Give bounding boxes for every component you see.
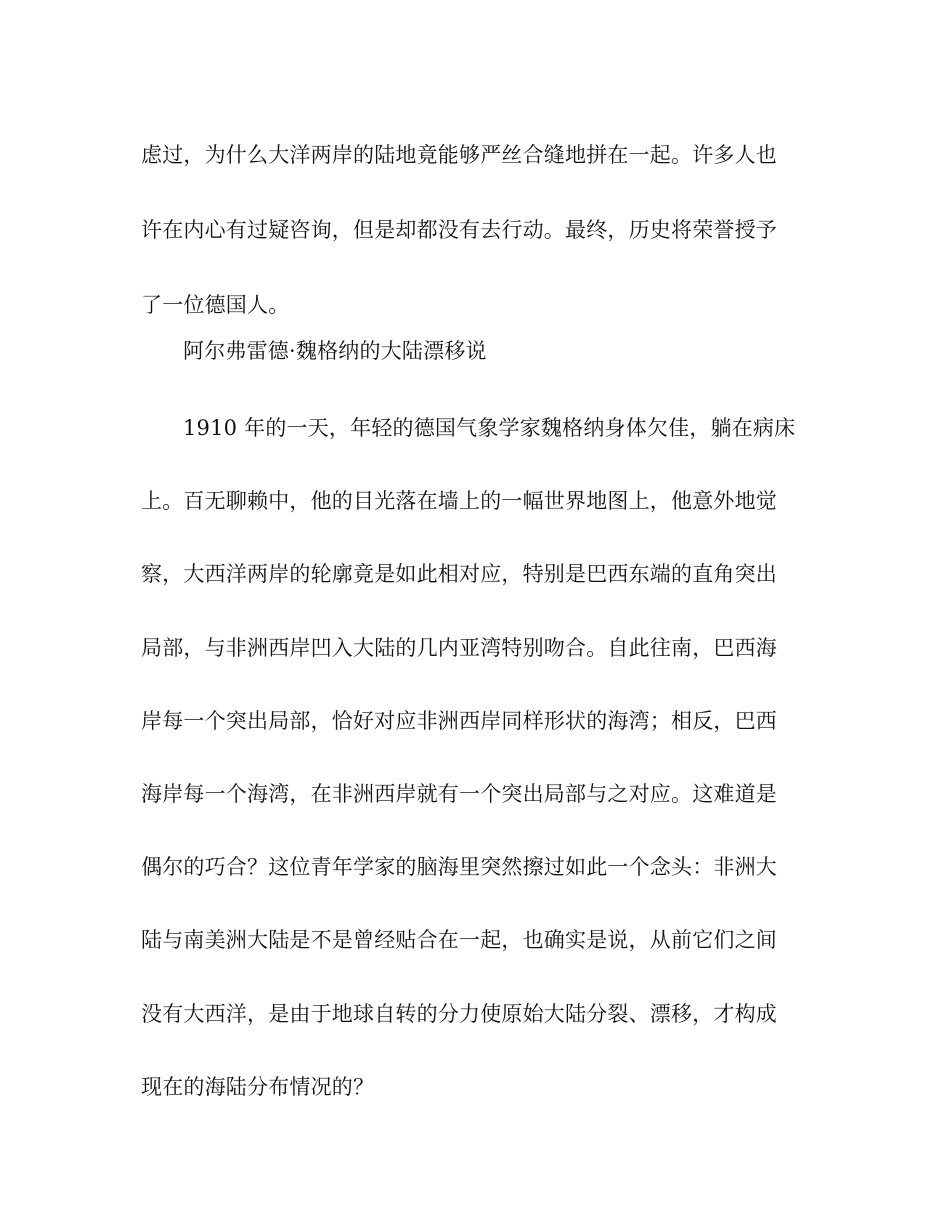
paragraph-body <box>141 392 806 1124</box>
paragraph-line: 了一位德国人。 <box>141 293 290 317</box>
paragraph-line: 1910 年的一天，年轻的德国气象学家魏格纳身体欠佳，躺在病床 <box>183 416 796 440</box>
paragraph-line: 岸每一个突出局部，恰好对应非洲西岸同样形状的海湾；相反，巴西 <box>141 708 777 733</box>
paragraph-line: 虑过，为什么大洋两岸的陆地竟能够严丝合缝地拼在一起。许多人也 <box>141 143 777 167</box>
paragraph-continued <box>141 118 806 343</box>
paragraph-line: 海岸每一个海湾，在非洲西岸就有一个突出局部与之对应。这难道是 <box>141 782 777 807</box>
section-heading: 阿尔弗雷德·魏格纳的大陆漂移说 <box>183 339 487 363</box>
paragraph-line: 偶尔的巧合？这位青年学家的脑海里突然擦过如此一个念头：非洲大 <box>141 855 777 880</box>
paragraph-line: 察，大西洋两岸的轮廓竟是如此相对应，特别是巴西东端的直角突出 <box>141 562 777 587</box>
paragraph-line: 现在的海陆分布情况的？ <box>141 1074 375 1099</box>
paragraph-line: 没有大西洋，是由于地球自转的分力使原始大陆分裂、漂移，才构成 <box>141 1001 777 1026</box>
paragraph-line: 许在内心有过疑咨询，但是却都没有去行动。最终，历史将荣誉授予 <box>141 218 777 242</box>
paragraph-line: 上。百无聊赖中，他的目光落在墙上的一幅世界地图上，他意外地觉 <box>141 489 777 514</box>
paragraph-line: 陆与南美洲大陆是不是曾经贴合在一起，也确实是说，从前它们之间 <box>141 928 777 953</box>
paragraph-line: 局部，与非洲西岸凹入大陆的几内亚湾特别吻合。自此往南，巴西海 <box>141 635 777 660</box>
